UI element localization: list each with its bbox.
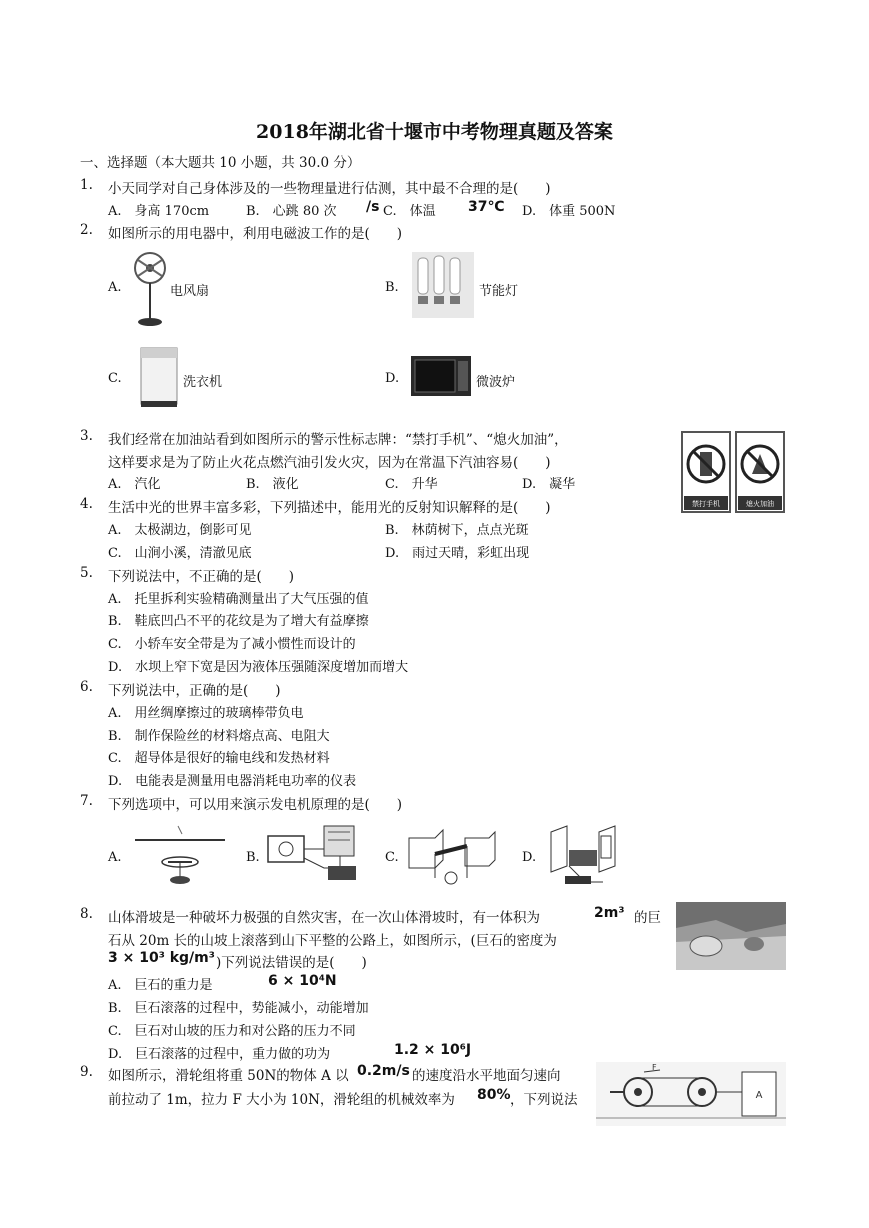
efficiency-value: 80% bbox=[477, 1087, 511, 1103]
washing-machine-image bbox=[138, 345, 180, 411]
option-b: B. 鞋底凹凸不平的花纹是为了增大有益摩擦 bbox=[108, 614, 369, 629]
option-c-label: 洗衣机 bbox=[183, 375, 223, 390]
option-a-letter: A. bbox=[108, 280, 122, 295]
question-text-line1b: 的速度沿水平地面匀速向 bbox=[412, 1068, 561, 1084]
question-number: 2. bbox=[80, 222, 93, 238]
landslide-photo bbox=[676, 902, 786, 970]
force-label: F bbox=[652, 1063, 657, 1072]
page-title: 2018年湖北省十堰市中考物理真题及答案 bbox=[256, 121, 613, 143]
motor-experiment-image bbox=[262, 822, 370, 888]
option-c-letter: C. bbox=[108, 371, 122, 386]
question-text-line2: 这样要求是为了防止火花点燃汽油引发火灾，因为在常温下汽油容易( ) bbox=[108, 455, 551, 471]
question-text-line1: 山体滑坡是一种破坏力极强的自然灾害，在一次山体滑坡时，有一体积为 bbox=[108, 910, 540, 926]
option-d-letter: D. bbox=[522, 850, 537, 865]
question-text-line2b: ，下列说法 bbox=[510, 1092, 578, 1108]
question-text: 下列说法中，正确的是( ) bbox=[108, 683, 281, 699]
option-d-letter: D. bbox=[385, 371, 400, 386]
question-number: 3. bbox=[80, 428, 93, 444]
microwave-image bbox=[410, 355, 472, 397]
question-text-line3: )下列说法错误的是( ) bbox=[216, 955, 367, 971]
option-c: C. 超导体是很好的输电线和发热材料 bbox=[108, 751, 330, 766]
option-d: D. 体重 500N bbox=[522, 204, 616, 219]
option-a-letter: A. bbox=[108, 850, 122, 865]
option-b: B. 制作保险丝的材料熔点高、电阻大 bbox=[108, 729, 330, 744]
question-number: 4. bbox=[80, 496, 93, 512]
question-text-line1-end: 的巨 bbox=[634, 910, 661, 926]
question-number: 8. bbox=[80, 906, 93, 922]
option-a: A. 用丝绸摩擦过的玻璃棒带负电 bbox=[108, 706, 304, 721]
energy-saving-lamp-image bbox=[410, 250, 476, 320]
option-b-letter: B. bbox=[246, 850, 260, 865]
option-c: C. 小轿车安全带是为了减小惯性而设计的 bbox=[108, 637, 356, 652]
option-d: D. 巨石滚落的过程中，重力做的功为 bbox=[108, 1047, 331, 1062]
option-c-value: 37℃ bbox=[468, 199, 505, 215]
option-d: D. 凝华 bbox=[522, 477, 576, 492]
question-text-line2: 石从 20m 长的山坡上滚落到山下平整的公路上，如图所示，(巨石的密度为 bbox=[108, 933, 557, 949]
question-text: 生活中光的世界丰富多彩，下列描述中，能用光的反射知识解释的是( ) bbox=[108, 500, 551, 516]
question-text: 如图所示的用电器中，利用电磁波工作的是( ) bbox=[108, 226, 403, 242]
question-text: 下列选项中，可以用来演示发电机原理的是( ) bbox=[108, 797, 403, 813]
option-c: C. 山涧小溪，清澈见底 bbox=[108, 546, 252, 561]
option-b-label: 节能灯 bbox=[479, 284, 519, 299]
option-d: D. 水坝上窄下宽是因为液体压强随深度增加而增大 bbox=[108, 660, 409, 675]
option-b-letter: B. bbox=[385, 280, 399, 295]
option-c: C. 巨石对山坡的压力和对公路的压力不同 bbox=[108, 1024, 356, 1039]
option-b: B. 巨石滚落的过程中，势能减小，动能增加 bbox=[108, 1001, 369, 1016]
question-text: 下列说法中，不正确的是( ) bbox=[108, 569, 295, 585]
volume-value: 2m³ bbox=[594, 905, 625, 921]
option-c-letter: C. bbox=[385, 850, 399, 865]
question-text-line2a: 前拉动了 1m，拉力 F 大小为 10N，滑轮组的机械效率为 bbox=[108, 1092, 455, 1108]
question-text-line1a: 如图所示，滑轮组将重 50N的物体 A 以 bbox=[108, 1068, 349, 1084]
fan-image bbox=[130, 248, 170, 328]
option-d-label: 微波炉 bbox=[476, 375, 516, 390]
option-a: A. 托里拆利实验精确测量出了大气压强的值 bbox=[108, 592, 369, 607]
question-number: 1. bbox=[80, 177, 93, 193]
option-a: A. 汽化 bbox=[108, 477, 161, 492]
option-b: B. 林荫树下，点点光斑 bbox=[385, 523, 529, 538]
option-a-label: 电风扇 bbox=[170, 284, 210, 299]
option-b: B. 心跳 80 次 bbox=[246, 204, 337, 219]
induction-experiment-image bbox=[405, 826, 497, 886]
option-a-value: 6 × 10⁴N bbox=[268, 973, 337, 989]
sign-no-phone-label: 禁打手机 bbox=[692, 500, 720, 508]
option-a: A. 巨石的重力是 bbox=[108, 978, 213, 993]
density-value: 3 × 10³ kg/m³ bbox=[108, 950, 215, 966]
block-a-label: A bbox=[755, 1090, 763, 1101]
option-d: D. 雨过天晴，彩虹出现 bbox=[385, 546, 530, 561]
option-d-value: 1.2 × 10⁶J bbox=[394, 1042, 472, 1058]
option-a: A. 太极湖边，倒影可见 bbox=[108, 523, 252, 538]
speed-value: 0.2m/s bbox=[357, 1063, 410, 1079]
question-text-line1: 我们经常在加油站看到如图所示的警示性标志牌：“禁打手机”、“熄火加油”， bbox=[108, 432, 568, 448]
electromagnet-experiment-image bbox=[545, 822, 629, 888]
pulley-system-image bbox=[596, 1062, 786, 1126]
option-c: C. 升华 bbox=[385, 477, 438, 492]
option-d: D. 电能表是测量用电器消耗电功率的仪表 bbox=[108, 774, 357, 789]
question-number: 7. bbox=[80, 793, 93, 809]
sign-engine-off-label: 熄火加油 bbox=[746, 500, 774, 508]
question-number: 9. bbox=[80, 1064, 93, 1080]
option-b: B. 液化 bbox=[246, 477, 299, 492]
question-number: 6. bbox=[80, 679, 93, 695]
warning-signs-image bbox=[680, 430, 786, 514]
option-b-unit: /s bbox=[366, 199, 380, 215]
question-text: 小天同学对自己身体涉及的一些物理量进行估测，其中最不合理的是( ) bbox=[108, 181, 551, 197]
option-c: C. 体温 bbox=[383, 204, 436, 219]
oersted-experiment-image bbox=[130, 820, 230, 886]
option-a: A. 身高 170cm bbox=[108, 204, 210, 219]
question-number: 5. bbox=[80, 565, 93, 581]
section-heading: 一、选择题（本大题共 10 小题，共 30.0 分） bbox=[80, 155, 361, 171]
